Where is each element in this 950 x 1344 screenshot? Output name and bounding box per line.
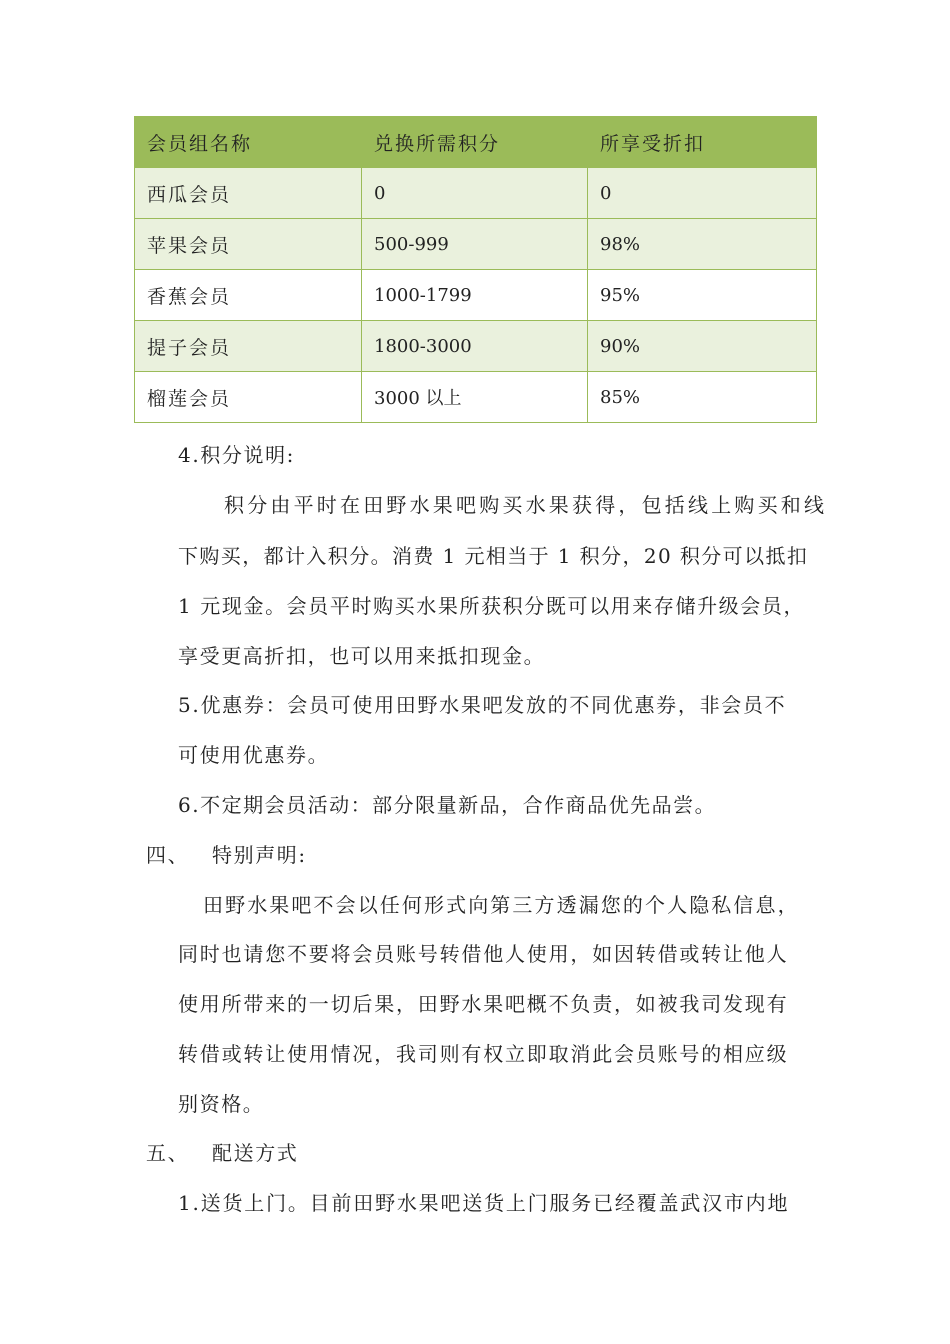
header-group-name: 会员组名称 <box>135 117 362 168</box>
table-row <box>135 270 817 321</box>
points-paragraph-line: 享受更高折扣，也可以用来抵扣现金。 <box>178 644 546 668</box>
cell-discount: 85% <box>588 372 817 423</box>
section-4-paragraph-line: 田野水果吧不会以任何形式向第三方透漏您的个人隐私信息， <box>203 893 800 917</box>
cell-group-name: 提子会员 <box>135 321 362 372</box>
cell-group-name: 苹果会员 <box>135 219 362 270</box>
coupons-line: 可使用优惠券。 <box>178 743 330 767</box>
cell-group-name: 榴莲会员 <box>135 372 362 423</box>
cell-required-points: 0 <box>362 168 588 219</box>
section-4-paragraph-line: 使用所带来的一切后果，田野水果吧概不负责，如被我司发现有 <box>178 992 789 1016</box>
cell-discount: 98% <box>588 219 817 270</box>
points-paragraph-line: 积分由平时在田野水果吧购买水果获得，包括线上购买和线 <box>224 493 828 517</box>
points-paragraph-line: 1 元现金。会员平时购买水果所获积分既可以用来存储升级会员， <box>178 594 806 618</box>
section-4-title: 特别声明: <box>212 843 307 867</box>
table-header-row <box>135 117 817 168</box>
cell-group-name: 西瓜会员 <box>135 168 362 219</box>
header-discount: 所享受折扣 <box>588 117 817 168</box>
cell-discount: 90% <box>588 321 817 372</box>
header-required-points: 兑换所需积分 <box>362 117 588 168</box>
cell-required-points: 1800-3000 <box>362 321 588 372</box>
coupons-line: 5.优惠券：会员可使用田野水果吧发放的不同优惠券，非会员不 <box>178 693 787 717</box>
table-row <box>135 321 817 372</box>
cell-required-points: 3000 以上 <box>362 372 588 423</box>
activities-line: 6.不定期会员活动：部分限量新品，合作商品优先品尝。 <box>178 793 717 817</box>
section-5-title: 配送方式 <box>212 1141 299 1165</box>
table-row <box>135 219 817 270</box>
cell-required-points: 500-999 <box>362 219 588 270</box>
section-4-paragraph-line: 别资格。 <box>178 1092 265 1116</box>
membership-tier-table <box>134 116 817 423</box>
section-4-paragraph-line: 转借或转让使用情况，我司则有权立即取消此会员账号的相应级 <box>178 1042 789 1066</box>
cell-required-points: 1000-1799 <box>362 270 588 321</box>
points-heading: 4.积分说明: <box>178 443 296 467</box>
section-5-number: 五、 <box>146 1141 190 1165</box>
table-row <box>135 168 817 219</box>
table-row <box>135 372 817 423</box>
cell-discount: 0 <box>588 168 817 219</box>
section-4-number: 四、 <box>146 843 190 867</box>
cell-discount: 95% <box>588 270 817 321</box>
section-5-line: 1.送货上门。目前田野水果吧送货上门服务已经覆盖武汉市内地 <box>178 1191 790 1215</box>
points-paragraph-line: 下购买，都计入积分。消费 1 元相当于 1 积分，20 积分可以抵扣 <box>178 544 809 568</box>
cell-group-name: 香蕉会员 <box>135 270 362 321</box>
section-4-paragraph-line: 同时也请您不要将会员账号转借他人使用，如因转借或转让他人 <box>178 942 789 966</box>
